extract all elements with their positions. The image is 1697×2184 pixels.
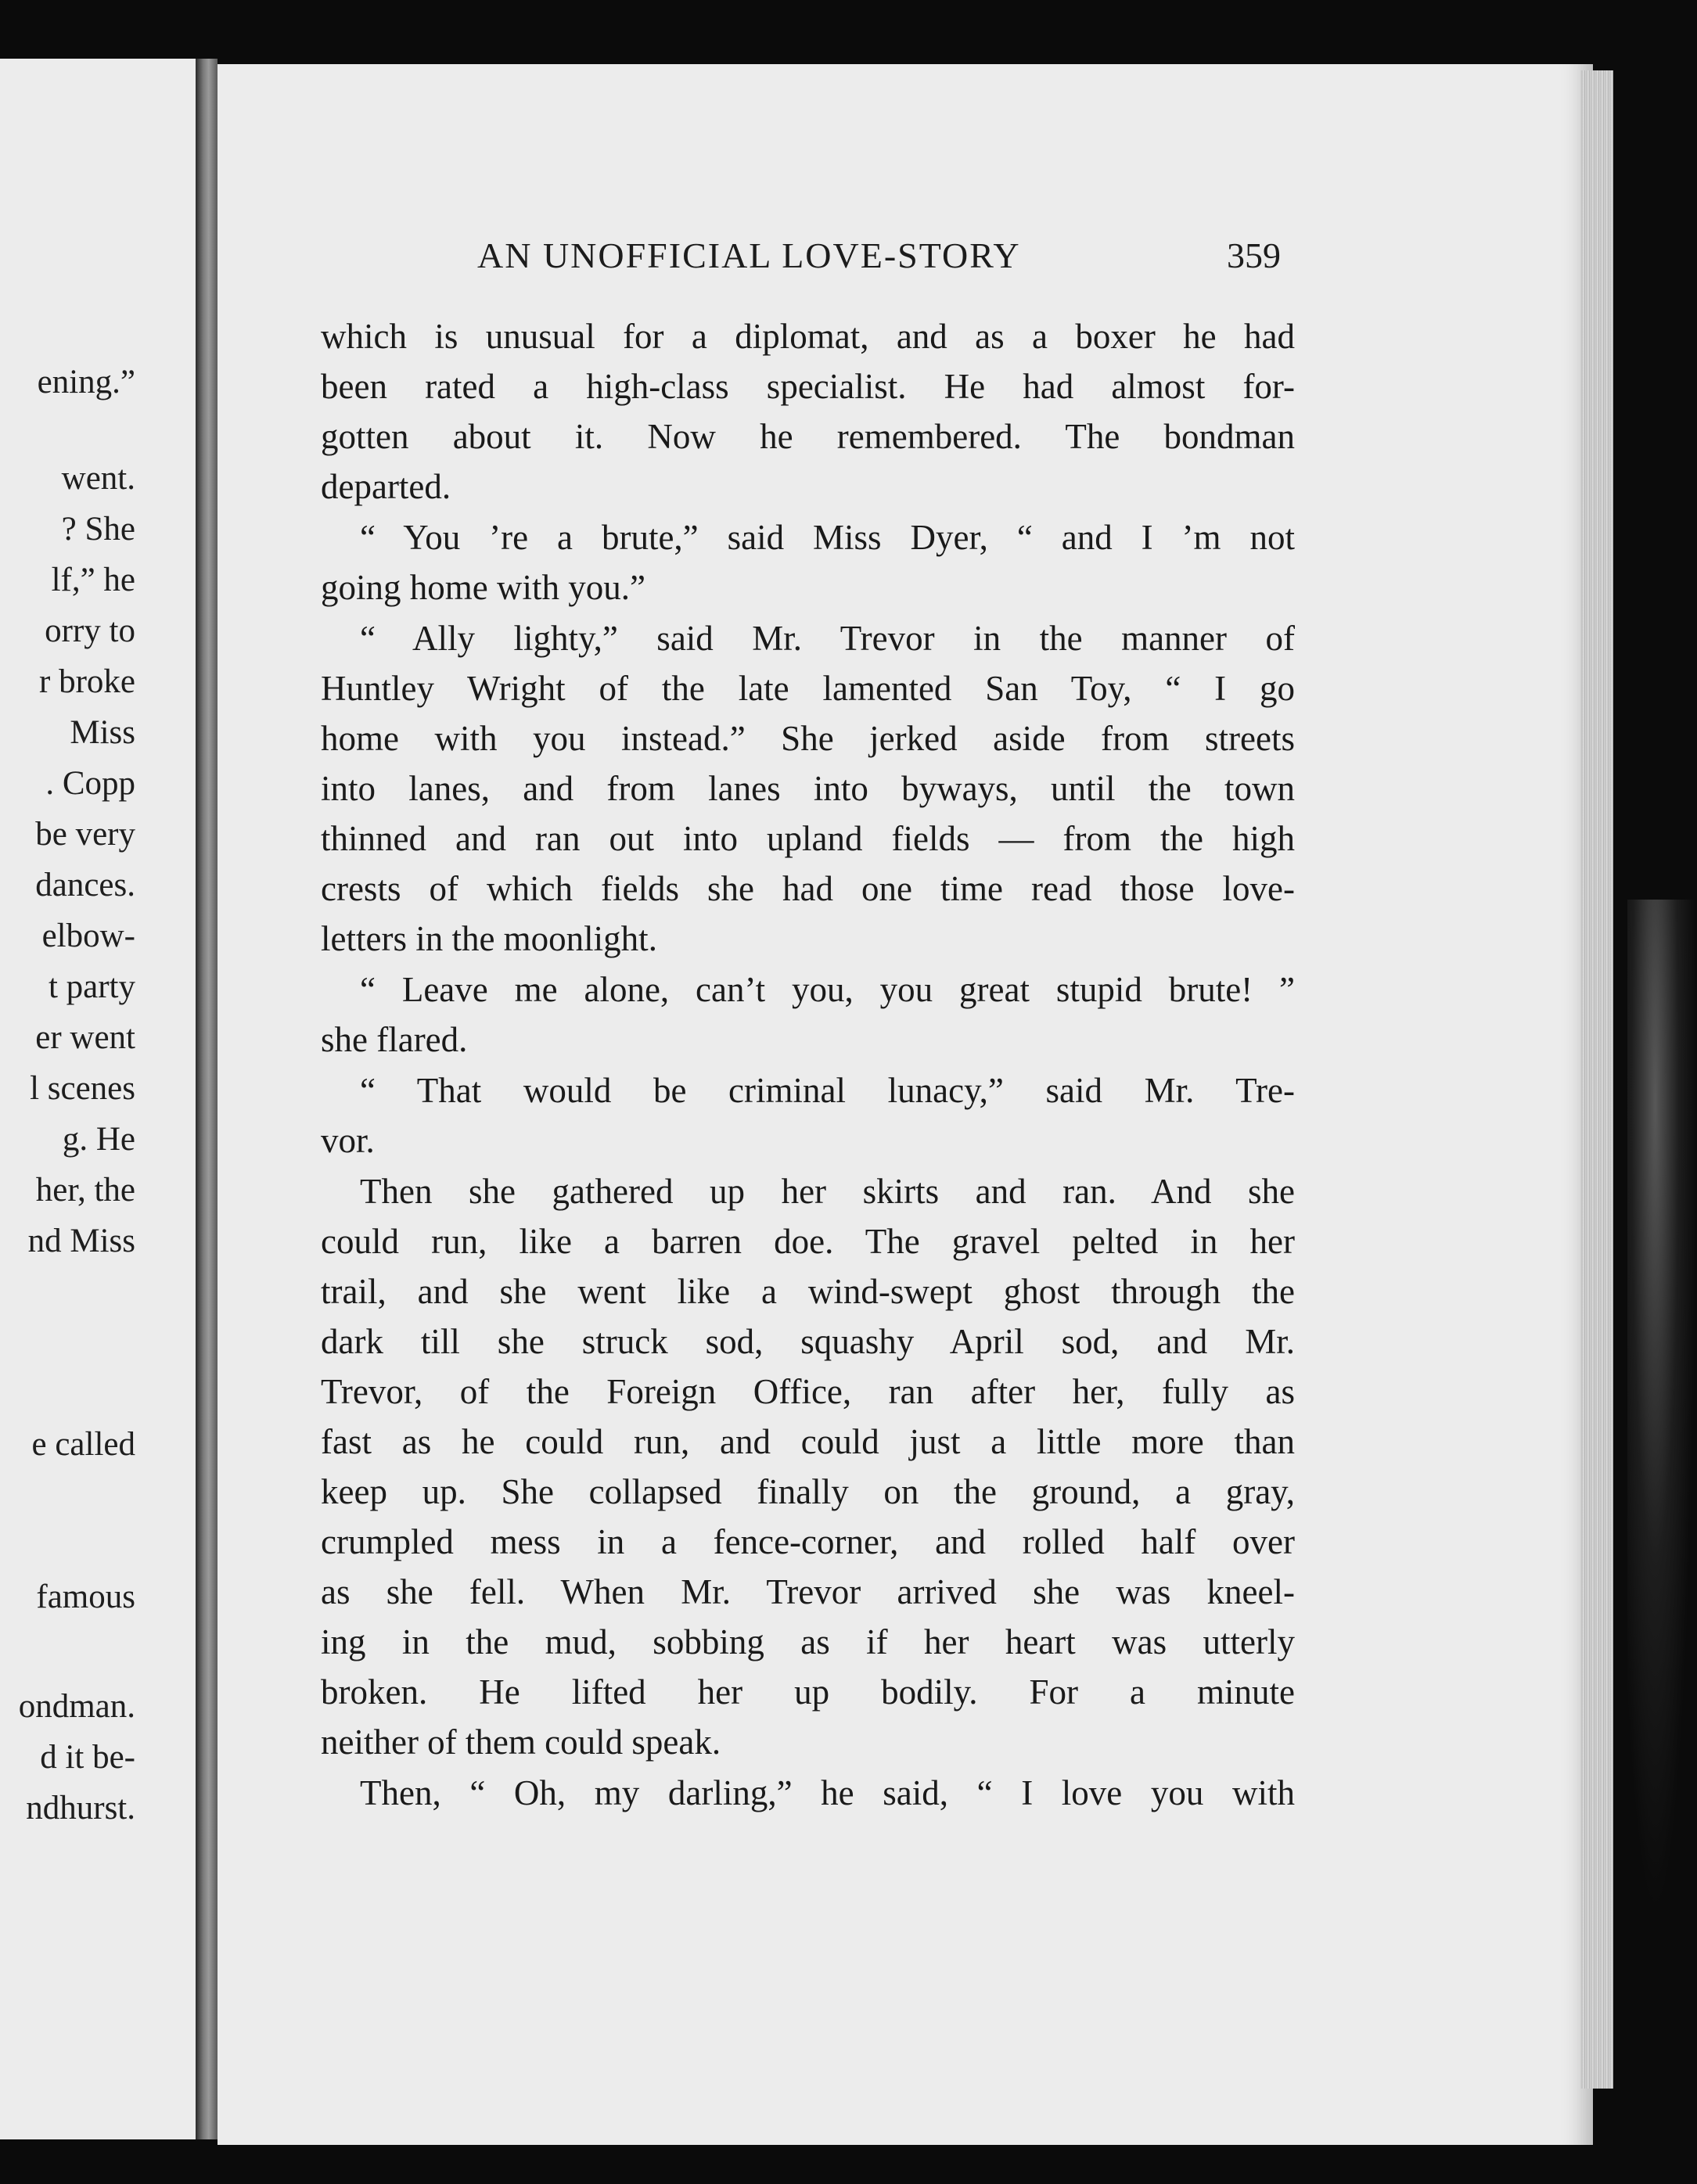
left-page-line: e called: [31, 1426, 135, 1463]
body-line: thinned and ran out into upland fields — from the high: [321, 819, 1295, 858]
left-page-line: ondman.: [18, 1688, 135, 1725]
left-page-line: r broke: [39, 663, 135, 700]
body-line: going home with you.”: [321, 568, 645, 607]
left-page-line: dances.: [35, 867, 135, 903]
body-line: she flared.: [321, 1020, 468, 1059]
left-page-line: t party: [48, 968, 135, 1005]
left-page-line: l scenes: [30, 1070, 135, 1107]
body-line: Then, “ Oh, my darling,” he said, “ I love you with: [360, 1773, 1295, 1812]
body-line: home with you instead.” She jerked aside from streets: [321, 719, 1295, 758]
left-page-line: her, the: [35, 1172, 135, 1209]
body-line: crumpled mess in a fence-corner, and rolled half over: [321, 1522, 1295, 1561]
body-line: “ Ally lighty,” said Mr. Trevor in the manner of: [360, 619, 1295, 658]
left-page-line: er went: [35, 1019, 135, 1056]
left-page-line: nd Miss: [27, 1223, 135, 1259]
left-page-line: famous: [36, 1579, 135, 1615]
body-line: could run, like a barren doe. The gravel pelted in her: [321, 1222, 1295, 1261]
body-line: as she fell. When Mr. Trevor arrived she was kneel-: [321, 1572, 1295, 1611]
left-page-line: went.: [61, 460, 135, 497]
left-page-line: elbow-: [41, 918, 135, 954]
body-line: letters in the moonlight.: [321, 919, 657, 958]
body-line: Huntley Wright of the late lamented San Toy, “ I go: [321, 669, 1295, 708]
left-page-line: ? She: [61, 511, 135, 548]
body-line: “ That would be criminal lunacy,” said Mr. Tre-: [360, 1071, 1295, 1110]
body-line: trail, and she went like a wind-swept ghost through the: [321, 1272, 1295, 1311]
body-line: into lanes, and from lanes into byways, until the town: [321, 769, 1295, 808]
left-page-line: . Copp: [45, 765, 135, 802]
left-page-line: be very: [35, 816, 135, 853]
left-page-line: d it be-: [40, 1739, 135, 1776]
body-line: broken. He lifted her up bodily. For a minute: [321, 1672, 1295, 1712]
body-line: which is unusual for a diplomat, and as a boxer he had: [321, 317, 1295, 356]
left-page-line: g. He: [62, 1121, 135, 1158]
body-line: neither of them could speak.: [321, 1722, 721, 1762]
page-edge: [1580, 70, 1613, 2089]
background-texture: [1627, 900, 1697, 1916]
left-page-line: lf,” he: [51, 562, 135, 598]
body-line: fast as he could run, and could just a little more than: [321, 1422, 1295, 1461]
book-gutter: [196, 59, 218, 2139]
body-line: keep up. She collapsed finally on the ground, a gray,: [321, 1472, 1295, 1511]
body-line: been rated a high-class specialist. He had almost for-: [321, 367, 1295, 406]
body-line: crests of which fields she had one time read those love-: [321, 869, 1295, 908]
body-line: vor.: [321, 1121, 375, 1160]
left-facing-page: [0, 59, 196, 2139]
body-line: ing in the mud, sobbing as if her heart was utterly: [321, 1622, 1295, 1661]
body-line: Then she gathered up her skirts and ran. And she: [360, 1172, 1295, 1211]
body-line: “ You ’re a brute,” said Miss Dyer, “ and I ’m not: [360, 518, 1295, 557]
body-line: dark till she struck sod, squashy April sod, and Mr.: [321, 1322, 1295, 1361]
body-line: departed.: [321, 467, 451, 506]
page-number: 359: [1227, 235, 1281, 275]
running-title: AN UNOFFICIAL LOVE-STORY: [477, 235, 1021, 275]
left-page-line: ndhurst.: [26, 1790, 135, 1827]
body-line: Trevor, of the Foreign Office, ran after her, fully as: [321, 1372, 1295, 1411]
left-page-line: ening.”: [37, 364, 135, 401]
left-page-line: Miss: [70, 714, 135, 751]
body-line: gotten about it. Now he remembered. The bondman: [321, 417, 1295, 456]
body-line: “ Leave me alone, can’t you, you great stupid brute! ”: [360, 970, 1295, 1009]
left-page-line: orry to: [45, 612, 135, 649]
